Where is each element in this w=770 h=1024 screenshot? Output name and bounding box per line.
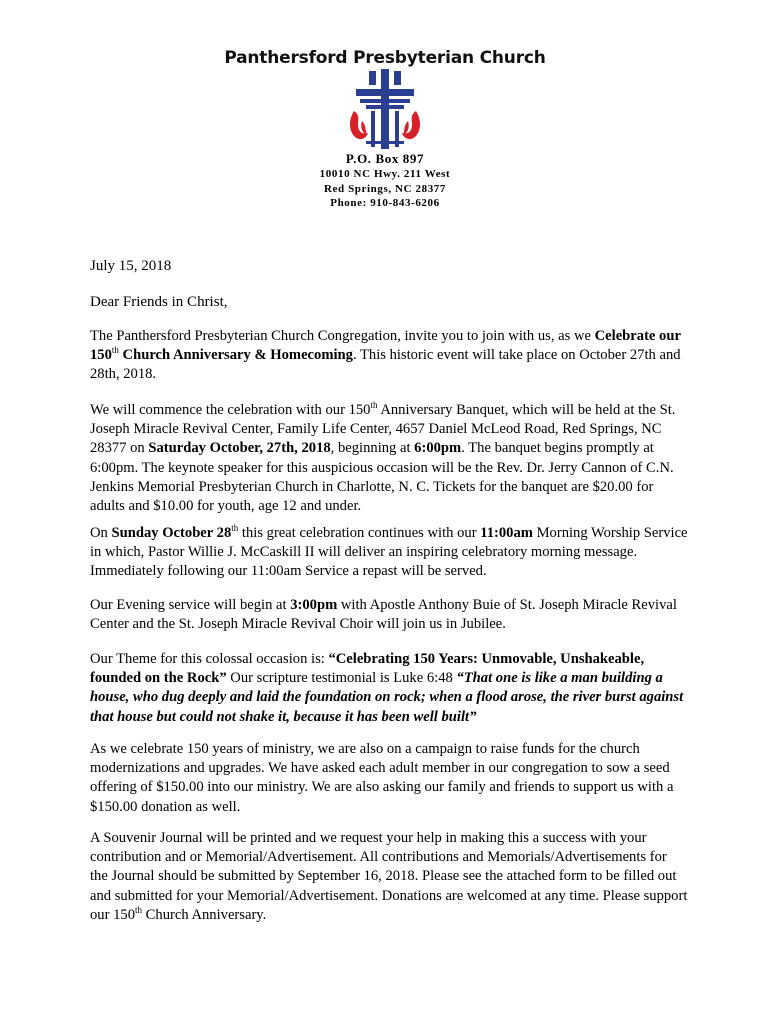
church-name: Panthersford Presbyterian Church (224, 48, 546, 68)
letterhead-address (0, 150, 770, 211)
street-address: 10010 NC Hwy. 211 West (319, 168, 451, 180)
p1-sup: th (111, 345, 119, 356)
p7-closing: Church Anniversary. (142, 906, 267, 923)
p3-date: Sunday October 28 (111, 525, 232, 541)
paragraph-fundraising: As we celebrate 150 years of ministry, we are also on a campaign to raise funds for the church modernizations and upgrades. We have asked each adult member in our congregation to sow a seed offering of $150.00 into our ministry. We are also asking our family and friends to support us with a $150.00 donation as well. (90, 741, 674, 815)
p2-date: Saturday October, 27th, 2018 (148, 440, 331, 457)
p2-details: . The banquet begins promptly at 6:00pm. The keynote speaker for this auspicious occasion will be the Rev. Dr. Jerry Cannon of C.N. Jenkins Memorial Presbyterian Church in Charlotte, N. C. Tickets for the banquet are $20.00 for adults and $10.00 for youth, age 12 and under. (90, 440, 674, 515)
presbyterian-seal-icon (346, 69, 424, 149)
p4-text: Our Evening service will begin at (90, 597, 291, 613)
p3-sup: th (231, 523, 239, 533)
salutation: Dear Friends in Christ, (90, 294, 228, 310)
paragraph-theme (90, 650, 688, 727)
p3-continues: this great celebration continues with our (238, 525, 481, 541)
paragraph-evening-service (90, 596, 688, 634)
p5-scripture-quote: “That one is like a man building a house, who dug deeply and laid the foundation on rock; when a flood arose, the river burst against that house but could not shake it, because it has been well built” (90, 670, 684, 725)
p3-details: Morning Worship Service in which, Pastor Willie J. McCaskill II will deliver an inspiring celebratory morning message. Immediately following our 11:00am Service a repast will be served. (90, 525, 688, 580)
city-state-zip: Red Springs, NC 28377 (323, 182, 446, 195)
paragraph-sunday-service (90, 524, 688, 582)
p3-text: On (90, 525, 112, 541)
paragraph-banquet (90, 401, 688, 516)
paragraph-invitation (90, 327, 688, 385)
p7-sup: th (135, 904, 143, 915)
p2-sup: th (370, 400, 378, 410)
p5-text: Our Theme for this colossal occasion is: (90, 651, 329, 667)
p5-scripture-ref: Our scripture testimonial is Luke 6:48 (226, 670, 457, 687)
phone-number: Phone: 910-843-6206 (330, 197, 440, 209)
paragraph-souvenir-journal (90, 829, 688, 925)
p4-details: with Apostle Anthony Buie of St. Joseph Miracle Revival Center and the St. Joseph Miracle Revival Choir will join us in Jubilee. (90, 597, 677, 633)
p2-beginning: , beginning at (330, 440, 415, 457)
p1-anniversary: Church Anniversary & Homecoming (118, 347, 353, 364)
p2-location: Anniversary Banquet, which will be held at the St. Joseph Miracle Revival Center, Family Life Center, 4657 Daniel McLeod Road, Red Springs, NC 28377 on (90, 402, 676, 457)
po-box: P.O. Box 897 (345, 151, 425, 166)
p1-text: The Panthersford Presbyterian Church Congregation, invite you to join with us, as we (90, 328, 595, 344)
p1-dates: . This historic event will take place on October 27th and 28th, 2018. (90, 347, 681, 383)
p4-time: 3:00pm (290, 597, 338, 613)
p5-theme: “Celebrating 150 Years: Unmovable, Unshakeable, founded on the Rock” (90, 651, 645, 687)
p7-text: A Souvenir Journal will be printed and we request your help in making this a success with your contribution and or Memorial/Advertisement. All contributions and Memorials/Advertisements for the Journal should be submitted by September 16, 2018. Please see the attached form to be filled out and submitted for your Memorial/Advertisement. Donations are welcomed at any time. Please support our 150 (90, 830, 688, 923)
p1-celebrate: Celebrate our 150 (90, 328, 681, 364)
p2-time: 6:00pm (414, 440, 462, 457)
p3-time: 11:00am (480, 525, 533, 541)
p2-text: We will commence the celebration with our 150 (90, 402, 371, 418)
letter-date: July 15, 2018 (90, 258, 172, 274)
